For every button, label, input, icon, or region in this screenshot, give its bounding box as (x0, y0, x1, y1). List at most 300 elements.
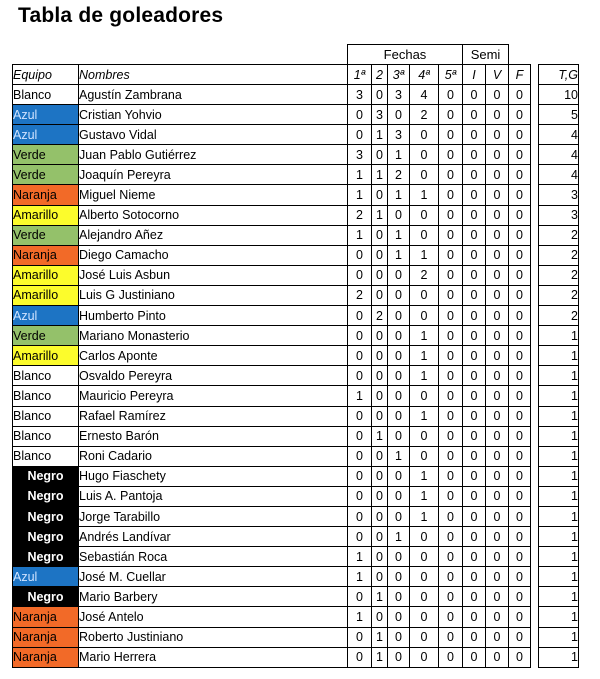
fecha-3-goals-cell: 1 (388, 145, 410, 165)
fecha-1-goals-cell: 3 (348, 85, 372, 105)
semi-ida-goals-cell: 0 (463, 306, 486, 326)
fecha-5-goals-cell: 0 (439, 547, 463, 567)
fecha-2-goals-cell: 0 (372, 265, 388, 285)
semi-ida-goals-cell: 0 (463, 426, 486, 446)
team-cell: Naranja (13, 185, 79, 205)
fecha-3-goals-cell: 0 (388, 506, 410, 526)
total-goals-cell: 1 (539, 426, 579, 446)
fecha-4-goals-cell: 0 (410, 446, 439, 466)
semi-vuelta-goals-cell: 0 (486, 285, 509, 305)
fecha-3-goals-cell: 3 (388, 85, 410, 105)
fecha-5-goals-cell: 0 (439, 105, 463, 125)
fecha-4-goals-cell: 0 (410, 285, 439, 305)
fecha-2-goals-cell: 0 (372, 446, 388, 466)
total-goals-cell: 1 (539, 527, 579, 547)
fecha-3-goals-cell: 0 (388, 386, 410, 406)
fecha-1-goals-cell: 1 (348, 386, 372, 406)
total-goals-cell: 4 (539, 125, 579, 145)
semi-vuelta-header: V (486, 65, 509, 85)
fecha-5-goals-cell: 0 (439, 145, 463, 165)
fecha-4-goals-cell: 2 (410, 265, 439, 285)
fecha-5-goals-cell: 0 (439, 567, 463, 587)
semi-vuelta-goals-cell: 0 (486, 406, 509, 426)
semi-ida-goals-cell: 0 (463, 627, 486, 647)
player-name-cell: Jorge Tarabillo (79, 506, 348, 526)
semi-ida-goals-cell: 0 (463, 587, 486, 607)
semi-vuelta-goals-cell: 0 (486, 225, 509, 245)
player-name-cell: Humberto Pinto (79, 306, 348, 326)
fecha-3-goals-cell: 0 (388, 567, 410, 587)
table-row (13, 386, 579, 406)
fecha-4-goals-cell: 0 (410, 607, 439, 627)
player-name-cell: Juan Pablo Gutiérrez (79, 145, 348, 165)
fecha-1-goals-cell: 0 (348, 406, 372, 426)
semi-vuelta-goals-cell: 0 (486, 265, 509, 285)
semi-ida-header: I (463, 65, 486, 85)
fecha-3-goals-cell: 1 (388, 185, 410, 205)
fecha-3-goals-cell: 0 (388, 587, 410, 607)
team-cell: Verde (13, 165, 79, 185)
table-row (13, 245, 579, 265)
player-name-cell: Miguel Nieme (79, 185, 348, 205)
fecha-5-goals-cell: 0 (439, 326, 463, 346)
total-goals-cell: 2 (539, 265, 579, 285)
total-goals-cell: 1 (539, 466, 579, 486)
player-name-cell: Agustín Zambrana (79, 85, 348, 105)
team-cell: Verde (13, 326, 79, 346)
player-name-cell: Gustavo Vidal (79, 125, 348, 145)
fecha-5-goals-cell: 0 (439, 85, 463, 105)
fecha-1-goals-cell: 0 (348, 426, 372, 446)
fecha-4-goals-cell: 1 (410, 366, 439, 386)
team-cell: Blanco (13, 386, 79, 406)
fecha-5-goals-cell: 0 (439, 185, 463, 205)
fecha-3-goals-cell: 0 (388, 627, 410, 647)
final-goals-cell: 0 (509, 225, 531, 245)
fecha-5-goals-cell: 0 (439, 406, 463, 426)
fecha-2-goals-cell: 0 (372, 225, 388, 245)
fecha-2-goals-cell: 0 (372, 486, 388, 506)
fecha-5-goals-cell: 0 (439, 446, 463, 466)
semi-ida-goals-cell: 0 (463, 466, 486, 486)
fecha-1-goals-cell: 0 (348, 326, 372, 346)
semi-vuelta-goals-cell: 0 (486, 607, 509, 627)
fecha-2-goals-cell: 0 (372, 607, 388, 627)
fecha-3-goals-cell: 0 (388, 647, 410, 667)
fecha-3-goals-cell: 0 (388, 547, 410, 567)
fecha-2-goals-cell: 0 (372, 406, 388, 426)
table-row (13, 486, 579, 506)
fecha-3-goals-cell: 0 (388, 326, 410, 346)
team-cell: Negro (13, 486, 79, 506)
total-goals-cell: 1 (539, 607, 579, 627)
scorers-table (12, 44, 579, 668)
fecha-4-goals-cell: 1 (410, 466, 439, 486)
player-name-cell: José Luis Asbun (79, 265, 348, 285)
fechas-group-header: Fechas (348, 45, 463, 65)
fecha-2-goals-cell: 0 (372, 386, 388, 406)
fecha-5-goals-cell: 0 (439, 466, 463, 486)
fecha-5-goals-cell: 0 (439, 607, 463, 627)
fecha-5-goals-cell: 0 (439, 285, 463, 305)
fecha-3-goals-cell: 0 (388, 306, 410, 326)
semi-ida-goals-cell: 0 (463, 245, 486, 265)
final-goals-cell: 0 (509, 326, 531, 346)
fecha-5-goals-cell: 0 (439, 165, 463, 185)
final-goals-cell: 0 (509, 145, 531, 165)
semi-ida-goals-cell: 0 (463, 265, 486, 285)
fecha-4-goals-cell: 2 (410, 105, 439, 125)
total-goals-cell: 2 (539, 245, 579, 265)
table-row (13, 466, 579, 486)
team-cell: Naranja (13, 607, 79, 627)
team-cell: Verde (13, 225, 79, 245)
fecha-1-goals-cell: 0 (348, 125, 372, 145)
total-goals-cell: 10 (539, 85, 579, 105)
fecha-5-goals-cell: 0 (439, 265, 463, 285)
player-name-cell: Carlos Aponte (79, 346, 348, 366)
fecha-1-goals-cell: 0 (348, 346, 372, 366)
fecha-4-goals-cell: 0 (410, 647, 439, 667)
fecha-1-goals-cell: 0 (348, 627, 372, 647)
fecha-3-goals-cell: 0 (388, 466, 410, 486)
final-goals-cell: 0 (509, 285, 531, 305)
semi-ida-goals-cell: 0 (463, 527, 486, 547)
total-goals-cell: 1 (539, 366, 579, 386)
player-name-cell: Luis A. Pantoja (79, 486, 348, 506)
final-goals-cell: 0 (509, 406, 531, 426)
semi-vuelta-goals-cell: 0 (486, 386, 509, 406)
semi-ida-goals-cell: 0 (463, 105, 486, 125)
total-goals-cell: 2 (539, 306, 579, 326)
table-row (13, 285, 579, 305)
team-cell: Naranja (13, 647, 79, 667)
semi-ida-goals-cell: 0 (463, 326, 486, 346)
fecha-4-goals-cell: 0 (410, 386, 439, 406)
final-goals-cell: 0 (509, 627, 531, 647)
total-goals-cell: 3 (539, 185, 579, 205)
team-cell: Amarillo (13, 285, 79, 305)
player-name-cell: Hugo Fiaschety (79, 466, 348, 486)
team-cell: Blanco (13, 85, 79, 105)
table-row (13, 587, 579, 607)
final-goals-cell: 0 (509, 567, 531, 587)
table-row (13, 105, 579, 125)
fecha-4-goals-cell: 0 (410, 426, 439, 446)
player-name-cell: Roni Cadario (79, 446, 348, 466)
player-name-cell: José Antelo (79, 607, 348, 627)
fecha-4-goals-cell: 1 (410, 185, 439, 205)
team-cell: Blanco (13, 446, 79, 466)
total-goals-cell: 2 (539, 225, 579, 245)
final-goals-cell: 0 (509, 506, 531, 526)
column-header-row (13, 65, 579, 85)
fecha-4-goals-cell: 1 (410, 245, 439, 265)
semi-ida-goals-cell: 0 (463, 205, 486, 225)
semi-ida-goals-cell: 0 (463, 165, 486, 185)
semi-vuelta-goals-cell: 0 (486, 165, 509, 185)
team-cell: Naranja (13, 627, 79, 647)
semi-vuelta-goals-cell: 0 (486, 506, 509, 526)
semi-vuelta-goals-cell: 0 (486, 85, 509, 105)
player-name-cell: Ernesto Barón (79, 426, 348, 446)
table-row (13, 506, 579, 526)
semi-vuelta-goals-cell: 0 (486, 306, 509, 326)
semi-vuelta-goals-cell: 0 (486, 145, 509, 165)
fecha-3-goals-cell: 1 (388, 446, 410, 466)
total-goals-cell: 1 (539, 567, 579, 587)
table-row (13, 205, 579, 225)
semi-vuelta-goals-cell: 0 (486, 466, 509, 486)
fecha-2-header: 2 (372, 65, 388, 85)
fecha-3-goals-cell: 1 (388, 527, 410, 547)
semi-vuelta-goals-cell: 0 (486, 627, 509, 647)
fecha-3-goals-cell: 1 (388, 225, 410, 245)
table-row (13, 85, 579, 105)
fecha-4-goals-cell: 0 (410, 567, 439, 587)
team-cell: Blanco (13, 366, 79, 386)
team-cell: Azul (13, 125, 79, 145)
fecha-3-goals-cell: 2 (388, 165, 410, 185)
table-row (13, 647, 579, 667)
fecha-5-goals-cell: 0 (439, 527, 463, 547)
table-row (13, 326, 579, 346)
fecha-2-goals-cell: 0 (372, 185, 388, 205)
page-title: Tabla de goleadores (18, 4, 224, 27)
total-goals-cell: 2 (539, 285, 579, 305)
fecha-2-goals-cell: 2 (372, 306, 388, 326)
group-header-row (13, 45, 579, 65)
final-goals-cell: 0 (509, 105, 531, 125)
fecha-3-goals-cell: 0 (388, 607, 410, 627)
fecha-2-goals-cell: 3 (372, 105, 388, 125)
fecha-4-goals-cell: 0 (410, 527, 439, 547)
player-name-cell: Osvaldo Pereyra (79, 366, 348, 386)
fecha-2-goals-cell: 0 (372, 567, 388, 587)
semi-ida-goals-cell: 0 (463, 386, 486, 406)
fecha-3-goals-cell: 0 (388, 105, 410, 125)
fecha-4-goals-cell: 0 (410, 587, 439, 607)
table-row (13, 627, 579, 647)
table-row (13, 366, 579, 386)
player-name-cell: Alejandro Añez (79, 225, 348, 245)
total-goals-cell: 1 (539, 547, 579, 567)
fecha-4-goals-cell: 1 (410, 486, 439, 506)
semi-ida-goals-cell: 0 (463, 285, 486, 305)
fecha-3-header: 3ª (388, 65, 410, 85)
fecha-2-goals-cell: 0 (372, 506, 388, 526)
table-row (13, 547, 579, 567)
fecha-5-goals-cell: 0 (439, 506, 463, 526)
player-name-cell: Rafael Ramírez (79, 406, 348, 426)
semi-ida-goals-cell: 0 (463, 145, 486, 165)
semi-vuelta-goals-cell: 0 (486, 185, 509, 205)
team-cell: Verde (13, 145, 79, 165)
table-row (13, 125, 579, 145)
team-cell: Negro (13, 506, 79, 526)
fecha-1-goals-cell: 1 (348, 607, 372, 627)
fecha-5-goals-cell: 0 (439, 587, 463, 607)
team-cell: Negro (13, 587, 79, 607)
table-row (13, 165, 579, 185)
total-goals-cell: 1 (539, 386, 579, 406)
final-goals-cell: 0 (509, 466, 531, 486)
total-goals-cell: 4 (539, 145, 579, 165)
semi-vuelta-goals-cell: 0 (486, 205, 509, 225)
fecha-3-goals-cell: 0 (388, 265, 410, 285)
fecha-3-goals-cell: 3 (388, 125, 410, 145)
total-goals-cell: 1 (539, 587, 579, 607)
total-goals-cell: 5 (539, 105, 579, 125)
fecha-5-goals-cell: 0 (439, 486, 463, 506)
fecha-2-goals-cell: 0 (372, 547, 388, 567)
team-cell: Blanco (13, 406, 79, 426)
total-goals-cell: 1 (539, 326, 579, 346)
fecha-4-goals-cell: 0 (410, 205, 439, 225)
fecha-5-goals-cell: 0 (439, 647, 463, 667)
fecha-5-goals-cell: 0 (439, 225, 463, 245)
table-row (13, 446, 579, 466)
fecha-5-goals-cell: 0 (439, 386, 463, 406)
semi-vuelta-goals-cell: 0 (486, 245, 509, 265)
semi-group-header: Semi (463, 45, 509, 65)
final-goals-cell: 0 (509, 245, 531, 265)
table-row (13, 185, 579, 205)
final-goals-cell: 0 (509, 125, 531, 145)
fecha-2-goals-cell: 0 (372, 85, 388, 105)
semi-ida-goals-cell: 0 (463, 607, 486, 627)
team-column-header: Equipo (13, 65, 79, 85)
fecha-2-goals-cell: 0 (372, 466, 388, 486)
fecha-1-goals-cell: 0 (348, 265, 372, 285)
table-row (13, 225, 579, 245)
fecha-2-goals-cell: 1 (372, 647, 388, 667)
semi-ida-goals-cell: 0 (463, 366, 486, 386)
table-row (13, 426, 579, 446)
final-goals-cell: 0 (509, 265, 531, 285)
fecha-2-goals-cell: 0 (372, 366, 388, 386)
fecha-1-goals-cell: 0 (348, 506, 372, 526)
fecha-1-goals-cell: 1 (348, 567, 372, 587)
fecha-5-goals-cell: 0 (439, 245, 463, 265)
total-goals-cell: 3 (539, 205, 579, 225)
player-name-cell: Joaquín Pereyra (79, 165, 348, 185)
fecha-5-goals-cell: 0 (439, 366, 463, 386)
semi-ida-goals-cell: 0 (463, 225, 486, 245)
fecha-1-goals-cell: 2 (348, 205, 372, 225)
semi-ida-goals-cell: 0 (463, 567, 486, 587)
fecha-5-goals-cell: 0 (439, 426, 463, 446)
semi-vuelta-goals-cell: 0 (486, 587, 509, 607)
final-goals-cell: 0 (509, 647, 531, 667)
semi-ida-goals-cell: 0 (463, 346, 486, 366)
final-goals-cell: 0 (509, 165, 531, 185)
player-name-cell: Mauricio Pereyra (79, 386, 348, 406)
player-name-cell: Andrés Landívar (79, 527, 348, 547)
semi-vuelta-goals-cell: 0 (486, 366, 509, 386)
fecha-2-goals-cell: 1 (372, 205, 388, 225)
table-row (13, 406, 579, 426)
fecha-3-goals-cell: 0 (388, 406, 410, 426)
team-cell: Amarillo (13, 265, 79, 285)
player-name-cell: Mario Herrera (79, 647, 348, 667)
fecha-2-goals-cell: 1 (372, 165, 388, 185)
fecha-1-goals-cell: 0 (348, 366, 372, 386)
team-cell: Negro (13, 527, 79, 547)
fecha-4-goals-cell: 1 (410, 506, 439, 526)
table-row (13, 527, 579, 547)
fecha-1-goals-cell: 1 (348, 547, 372, 567)
table-row (13, 265, 579, 285)
fecha-1-goals-cell: 0 (348, 587, 372, 607)
fecha-3-goals-cell: 0 (388, 486, 410, 506)
fecha-1-goals-cell: 0 (348, 647, 372, 667)
player-name-cell: José M. Cuellar (79, 567, 348, 587)
table-row (13, 145, 579, 165)
table-row (13, 346, 579, 366)
final-goals-cell: 0 (509, 527, 531, 547)
final-goals-cell: 0 (509, 446, 531, 466)
player-name-cell: Luis G Justiniano (79, 285, 348, 305)
final-goals-cell: 0 (509, 587, 531, 607)
team-cell: Blanco (13, 426, 79, 446)
semi-ida-goals-cell: 0 (463, 125, 486, 145)
fecha-3-goals-cell: 1 (388, 245, 410, 265)
player-name-cell: Diego Camacho (79, 245, 348, 265)
semi-vuelta-goals-cell: 0 (486, 446, 509, 466)
table-row (13, 567, 579, 587)
total-goals-header: T,G (539, 65, 579, 85)
fecha-3-goals-cell: 0 (388, 205, 410, 225)
fecha-3-goals-cell: 0 (388, 366, 410, 386)
team-cell: Amarillo (13, 205, 79, 225)
semi-ida-goals-cell: 0 (463, 185, 486, 205)
fecha-2-goals-cell: 0 (372, 245, 388, 265)
total-goals-cell: 4 (539, 165, 579, 185)
fecha-2-goals-cell: 0 (372, 326, 388, 346)
fecha-1-goals-cell: 0 (348, 105, 372, 125)
semi-vuelta-goals-cell: 0 (486, 326, 509, 346)
semi-ida-goals-cell: 0 (463, 547, 486, 567)
semi-ida-goals-cell: 0 (463, 506, 486, 526)
final-goals-cell: 0 (509, 486, 531, 506)
final-goals-cell: 0 (509, 306, 531, 326)
final-goals-cell: 0 (509, 426, 531, 446)
fecha-5-goals-cell: 0 (439, 346, 463, 366)
fecha-1-goals-cell: 0 (348, 446, 372, 466)
final-goals-cell: 0 (509, 185, 531, 205)
final-header: F (509, 65, 531, 85)
total-goals-cell: 1 (539, 647, 579, 667)
team-cell: Negro (13, 547, 79, 567)
player-name-cell: Mario Barbery (79, 587, 348, 607)
total-goals-cell: 1 (539, 406, 579, 426)
final-goals-cell: 0 (509, 346, 531, 366)
final-goals-cell: 0 (509, 205, 531, 225)
fecha-2-goals-cell: 0 (372, 527, 388, 547)
fecha-1-goals-cell: 0 (348, 466, 372, 486)
semi-vuelta-goals-cell: 0 (486, 426, 509, 446)
player-name-cell: Cristian Yohvio (79, 105, 348, 125)
player-name-cell: Sebastián Roca (79, 547, 348, 567)
semi-ida-goals-cell: 0 (463, 406, 486, 426)
fecha-4-goals-cell: 0 (410, 125, 439, 145)
semi-ida-goals-cell: 0 (463, 486, 486, 506)
fecha-4-goals-cell: 0 (410, 225, 439, 245)
final-goals-cell: 0 (509, 85, 531, 105)
fecha-5-goals-cell: 0 (439, 125, 463, 145)
fecha-1-goals-cell: 0 (348, 245, 372, 265)
